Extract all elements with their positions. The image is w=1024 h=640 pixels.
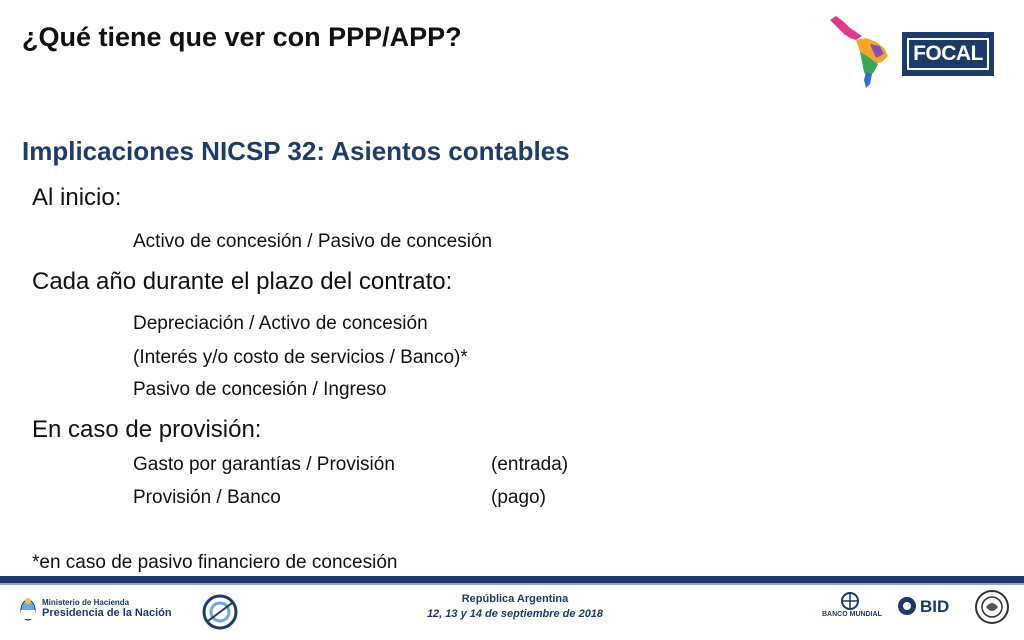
- focal-logo-text: FOCAL: [907, 38, 989, 70]
- latin-america-map-logo: [826, 12, 896, 90]
- entry-gasto-garantias: Gasto por garantías / Provisión: [133, 454, 395, 475]
- ministry-logo: [20, 597, 172, 621]
- entry-pasivo-ingreso: Pasivo de concesión / Ingreso: [133, 379, 387, 400]
- footer-event-info: [380, 593, 650, 620]
- ministry-line1: Ministerio de Hacienda: [42, 597, 130, 607]
- footer-country: República Argentina: [461, 593, 569, 605]
- entry-provision-banco: Provisión / Banco: [133, 487, 281, 508]
- bid-emblem-icon: [896, 595, 918, 617]
- footer: [0, 585, 1024, 640]
- entry-depreciacion: Depreciación / Activo de concesión: [133, 313, 428, 334]
- footer-dates: 12, 13 y 14 de septiembre de 2018: [426, 608, 604, 620]
- event-emblem-icon: [200, 593, 240, 631]
- footer-divider: [0, 576, 1024, 583]
- world-bank-globe-icon: [840, 591, 860, 611]
- entry-gasto-note: (entrada): [491, 454, 569, 475]
- heading-provision: En caso de provisión:: [32, 416, 262, 443]
- world-bank-label: BANCO MUNDIAL: [822, 611, 882, 618]
- footnote: *en caso de pasivo financiero de concesión: [32, 552, 398, 573]
- focal-logo: [902, 32, 994, 76]
- slide-title: ¿Qué tiene que ver con PPP/APP?: [22, 22, 462, 52]
- entry-interes: (Interés y/o costo de servicios / Banco)*: [133, 347, 468, 368]
- entry-activo-pasivo: Activo de concesión / Pasivo de concesión: [133, 231, 493, 252]
- argentina-shield-icon: [20, 597, 36, 621]
- bid-label: BID: [920, 597, 950, 616]
- entry-provision-note: (pago): [491, 487, 546, 508]
- imf-seal-icon: [974, 589, 1010, 625]
- ministry-line2: Presidencia de la Nación: [42, 607, 172, 620]
- heading-cada-ano: Cada año durante el plazo del contrato:: [32, 268, 453, 295]
- section-subtitle: Implicaciones NICSP 32: Asientos contables: [22, 136, 570, 166]
- heading-al-inicio: Al inicio:: [32, 184, 122, 211]
